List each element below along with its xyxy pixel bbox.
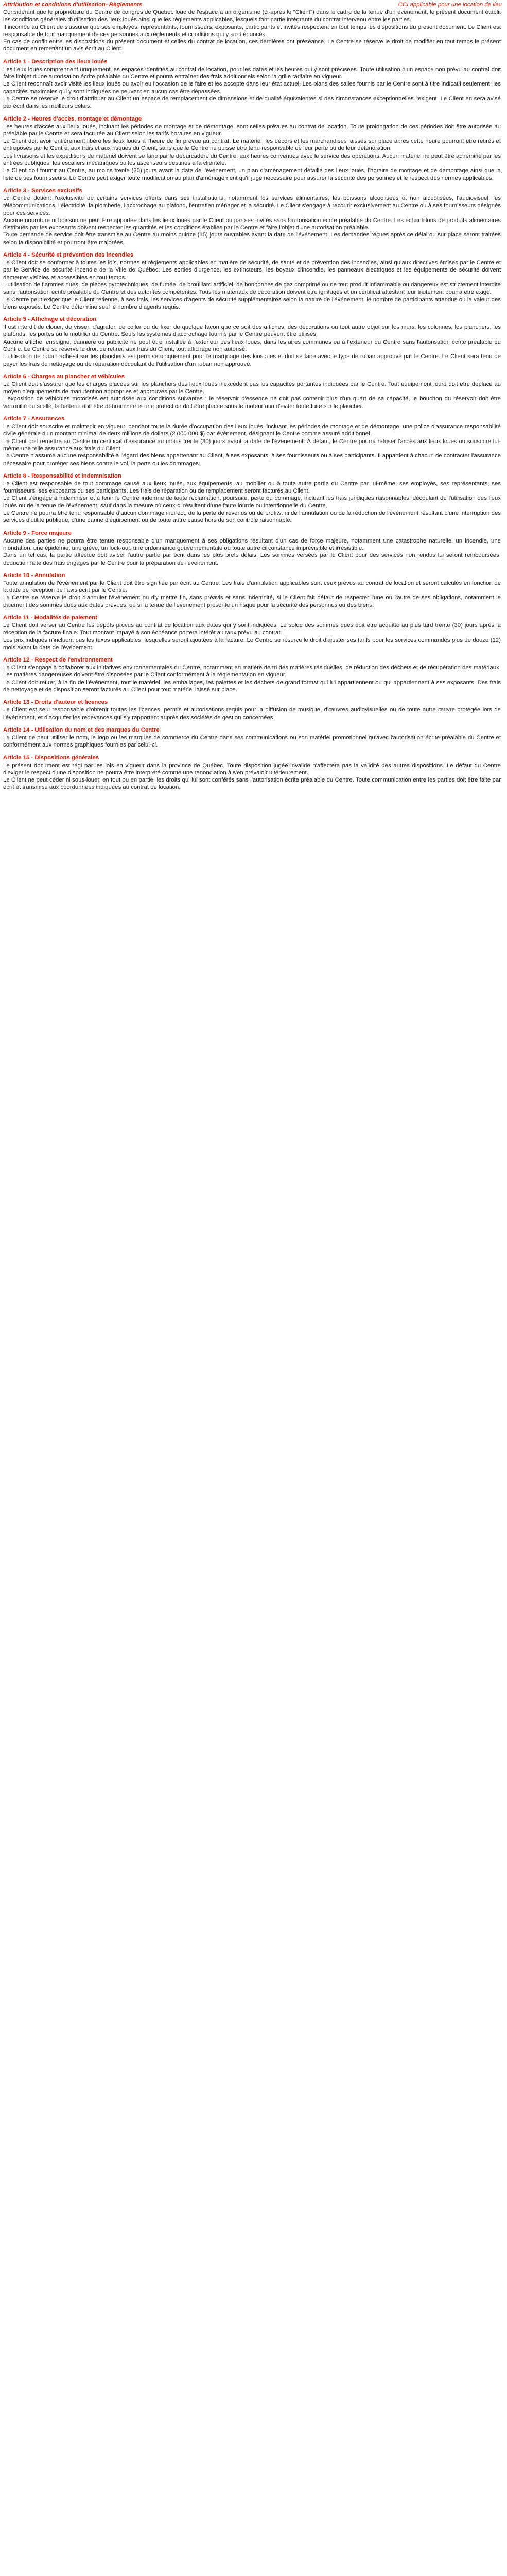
section-paragraph: Aucune nourriture ni boisson ne peut être apportée dans les lieux loués par le Client ou par ses invités sans l'autorisation écrite préalable du Centre. Les échantillons de produits alimentaires distribués par les exposants doivent respecter les quantités et les conditions établies par le Centre et faire l'objet d'une autorisation préalable. [3,217,501,231]
section-title: Article 13 - Droits d'auteur et licences [3,699,108,706]
section-paragraph: Le Client reconnaît avoir visité les lieux loués ou avoir eu l'occasion de le faire et les accepte dans leur état actuel. Les plans des salles fournis par le Centre sont à titre indicatif seulement; les capacités maximales qui y sont indiquées ne peuvent en aucun cas être dépassées. [3,81,501,95]
section-title: Article 5 - Affichage et décoration [3,316,97,323]
document-title: Attribution et conditions d'utilisation- Règlements [3,2,143,8]
section-paragraph: Le Client s'engage à collaborer aux initiatives environnementales du Centre, notamment en matière de tri des matières résiduelles, de réduction des déchets et de récupération des matériaux. Les matières dangereuses doivent être disposées par le Client conformément à la réglementation en vigueur. [3,665,501,679]
intro-paragraph: Il incombe au Client de s'assurer que ses employés, représentants, fournisseurs, exposants, participants et invités respectent en tout temps les dispositions du présent document. Le Client est responsable de tout manquement de ces personnes aux règlements et conditions qui y sont énoncés. [3,24,501,38]
section-paragraph: Dans un tel cas, la partie affectée doit aviser l'autre partie par écrit dans les plus brefs délais. Les sommes versées par le Client pour des services non rendus lui seront remboursées, déduction faite des frais engagés par le Centre pour la préparation de l'événement. [3,552,501,566]
document-body [0,9,507,791]
section-title: Article 6 - Charges au plancher et véhicules [3,373,125,380]
section-paragraph: Toute demande de service doit être transmise au Centre au moins quinze (15) jours ouvrables avant la date de l'événement. Les demandes reçues après ce délai ou sur place seront traitées selon la disponibilité et pourront être majorées. [3,232,501,246]
section-paragraph: Le Client ne peut utiliser le nom, le logo ou les marques de commerce du Centre dans ses communications ou son matériel promotionnel qu'avec l'autorisation écrite préalable du Centre et conformément aux normes graphiques fournies par celui-ci. [3,734,501,749]
section-title: Article 8 - Responsabilité et indemnisation [3,472,121,479]
section-paragraph: Le Centre n'assume aucune responsabilité à l'égard des biens appartenant au Client, à ses exposants, à ses fournisseurs ou à ses participants. Il appartient à chacun de contracter l'assurance nécessaire pour protéger ses biens contre le vol, la perte ou les dommages. [3,453,501,467]
section-title: Article 7 - Assurances [3,416,65,422]
section-paragraph: Le Client doit souscrire et maintenir en vigueur, pendant toute la durée d'occupation des lieux loués, incluant les périodes de montage et de démontage, une police d'assurance responsabilité civile générale d'un montant minimal de deux millions de dollars (2 000 000 $) par événement, désignant le Centre comme assuré additionnel. [3,423,501,437]
section-paragraph: Le Client s'engage à indemniser et à tenir le Centre indemne de toute réclamation, poursuite, perte ou dommage, incluant les frais juridiques raisonnables, découlant de l'utilisation des lieux loués ou de la tenue de l'événement, sauf dans la mesure où ceux-ci résultent d'une faute lourde ou intentionnelle du Centre. [3,495,501,509]
section-paragraph: Le Centre se réserve le droit d'annuler l'événement ou d'y mettre fin, sans préavis et sans indemnité, si le Client fait défaut de respecter l'une ou l'autre de ses obligations, notamment le paiement des sommes dues aux dates prévues, ou si la tenue de l'événement présente un risque pour la sécurité des personnes ou des biens. [3,595,501,608]
section-paragraph: Aucune affiche, enseigne, bannière ou publicité ne peut être installée à l'extérieur des lieux loués, dans les aires communes ou à l'extérieur du Centre sans l'autorisation écrite préalable du Centre. Le Centre se réserve le droit de retirer, aux frais du Client, tout affichage non autorisé. [3,338,501,352]
section-12 [3,655,501,693]
section-paragraph: Aucune des parties ne pourra être tenue responsable d'un manquement à ses obligations résultant d'un cas de force majeure, notamment une catastrophe naturelle, un incendie, une inondation, une épidémie, une grève, un lock-out, une ordonnance gouvernementale ou toute autre circonstance imprévisible et irrésistible. [3,537,501,551]
section-paragraph: Les livraisons et les expéditions de matériel doivent se faire par le débarcadère du Centre, aux heures convenues avec le service des opérations. Aucun matériel ne peut être acheminé par les entrées publiques, les escaliers mécaniques ou les ascenseurs destinés à la clientèle. [3,152,501,167]
section-title: Article 4 - Sécurité et prévention des incendies [3,252,134,259]
section-title: Article 9 - Force majeure [3,530,72,536]
section-10 [3,571,501,609]
section-paragraph: Le Client doit s'assurer que les charges placées sur les planchers des lieux loués n'excèdent pas les capacités portantes indiquées par le Centre. Tout équipement lourd doit être déplacé au moyen d'équipements de manutention appropriés et approuvés par le Centre. [3,381,501,395]
section-14 [3,725,501,749]
section-paragraph: Le Client doit remettre au Centre un certificat d'assurance au moins trente (30) jours avant la date de l'événement. À défaut, le Centre pourra refuser l'accès aux lieux loués ou souscrire lui-même une telle assurance aux frais du Client. [3,438,501,452]
section-paragraph: Le Centre peut exiger que le Client retienne, à ses frais, les services d'agents de sécurité supplémentaires selon la nature de l'événement, le nombre de participants attendus ou la valeur des biens exposés. Le Centre détermine seul le nombre d'agents requis. [3,296,501,310]
intro-paragraph: En cas de conflit entre les dispositions du présent document et celles du contrat de location, ces dernières ont préséance. Le Centre se réserve le droit de modifier en tout temps le présent document en remettant un avis écrit au Client. [3,39,501,53]
section-title: Article 15 - Dispositions générales [3,754,99,761]
intro-block [3,9,501,53]
section-paragraph: Le Centre détient l'exclusivité de certains services offerts dans ses installations, notamment les services alimentaires, les boissons alcoolisées et non alcoolisées, l'audiovisuel, les télécommunications, l'électricité, la plomberie, l'accrochage au plafond, l'entretien ménager et la sécurité. Le Client s'engage à recourir exclusivement au Centre ou à ses fournisseurs désignés pour ces services. [3,195,501,216]
section-title: Article 2 - Heures d'accès, montage et démontage [3,115,142,122]
intro-paragraph: Considérant que le propriétaire du Centre de congrès de Quebec loue de l'espace à un organisme (ci-après le "Client") dans le cadre de la tenue d'un événement, le présent document établit les conditions générales d'utilisation des lieux loués ainsi que les règlements applicables, lesquels font partie intégrante du contrat intervenu entre les parties. [3,9,501,23]
section-paragraph: Le Client doit avoir entièrement libéré les lieux loués à l'heure de fin prévue au contrat. Le matériel, les décors et les marchandises laissés sur place après cette heure pourront être retirés et entreposés par le Centre, aux frais et aux risques du Client, sans que le Centre ne puisse être tenu responsable de leur perte ou de leur détérioration. [3,138,501,152]
section-8 [3,471,501,524]
section-paragraph: Le Client doit retirer, à la fin de l'événement, tout le matériel, les emballages, les palettes et les déchets de grand format qui lui appartiennent ou qui appartiennent à ses exposants. Des frais de nettoyage et de disposition seront facturés au Client pour tout matériel laissé sur place. [3,679,501,693]
section-title: Article 3 - Services exclusifs [3,187,82,194]
section-paragraph: Les heures d'accès aux lieux loués, incluant les périodes de montage et de démontage, sont celles prévues au contrat de location. Toute prolongation de ces périodes doit être autorisée au préalable par le Centre et sera facturée au Client selon les tarifs horaires en vigueur. [3,123,501,137]
section-4 [3,250,501,311]
section-1 [3,57,501,110]
section-paragraph: Le Client est seul responsable d'obtenir toutes les licences, permis et autorisations requis pour la diffusion de musique, d'œuvres audiovisuelles ou de toute autre œuvre protégée lors de l'événement, et d'acquitter les redevances qui s'y rapportent auprès des sociétés de gestion concernées. [3,707,501,721]
section-title: Article 11 - Modalités de paiement [3,615,97,621]
section-paragraph: Le présent document est régi par les lois en vigueur dans la province de Québec. Toute disposition jugée invalide n'affectera pas la validité des autres dispositions. Le défaut du Centre d'exiger le respect d'une disposition ne pourra être interprété comme une renonciation à s'en prévaloir ultérieurement. [3,762,501,776]
section-paragraph: L'exposition de véhicules motorisés est autorisée aux conditions suivantes : le réservoir d'essence ne doit pas contenir plus d'un quart de sa capacité, le bouchon du réservoir doit être verrouillé ou scellé, la batterie doit être débranchée et une protection doit être placée sous le moteur afin d'éviter toute fuite sur le plancher. [3,396,501,410]
section-2 [3,114,501,182]
section-paragraph: Le Client est responsable de tout dommage causé aux lieux loués, aux équipements, au mobilier ou à toute autre partie du Centre par lui-même, ses employés, ses représentants, ses fournisseurs, ses exposants ou ses participants. Les frais de réparation ou de remplacement seront facturés au Client. [3,480,501,495]
section-paragraph: Le Client ne peut céder ni sous-louer, en tout ou en partie, les droits qui lui sont conférés sans l'autorisation écrite préalable du Centre. Toute communication entre les parties doit être faite par écrit et transmise aux coordonnées indiquées au contrat de location. [3,777,501,791]
section-paragraph: Le Client doit se conformer à toutes les lois, normes et règlements applicables en matière de sécurité, de santé et de prévention des incendies, ainsi qu'aux directives émises par le Centre et par le Service de sécurité incendie de la Ville de Québec. Les sorties d'urgence, les extincteurs, les boyaux d'incendie, les panneaux électriques et les équipements de sécurité doivent demeurer visibles et accessibles en tout temps. [3,260,501,281]
document-applies-note: CCI applicable pour une location de lieu [398,2,502,8]
section-title: Article 1 - Description des lieux loués [3,58,108,65]
section-paragraph: Toute annulation de l'événement par le Client doit être signifiée par écrit au Centre. Les frais d'annulation applicables sont ceux prévus au contrat de location et seront calculés en fonction de la date de réception de l'avis écrit par le Centre. [3,580,501,594]
section-5 [3,315,501,368]
section-paragraph: Il est interdit de clouer, de visser, d'agrafer, de coller ou de fixer de quelque façon que ce soit des affiches, des décorations ou tout autre objet sur les murs, les colonnes, les planchers, les plafonds, les portes ou le mobilier du Centre. Seuls les systèmes d'accrochage fournis par le Centre peuvent être utilisés. [3,324,501,338]
section-paragraph: Les lieux loués comprennent uniquement les espaces identifiés au contrat de location, pour les dates et les heures qui y sont précisées. Toute utilisation d'un espace non prévu au contrat doit faire l'objet d'une autorisation écrite préalable du Centre et pourra entraîner des frais additionnels selon la grille tarifaire en vigueur. [3,66,501,80]
section-paragraph: Le Client doit fournir au Centre, au moins trente (30) jours avant la date de l'événement, un plan d'aménagement détaillé des lieux loués, l'horaire de montage et de démontage ainsi que la liste de ses fournisseurs. Le Centre peut exiger toute modification au plan d'aménagement qu'il juge nécessaire pour assurer la sécurité des personnes et le respect des normes applicables. [3,167,501,181]
section-paragraph: L'utilisation de flammes nues, de pièces pyrotechniques, de fumée, de brouillard artificiel, de bonbonnes de gaz comprimé ou de tout produit inflammable ou dangereux est strictement interdite sans l'autorisation écrite préalable du Centre et des autorités compétentes. Tous les matériaux de décoration doivent être ignifugés et un certificat attestant leur traitement pourra être exigé. [3,281,501,296]
section-13 [3,698,501,721]
section-paragraph: L'utilisation de ruban adhésif sur les planchers est permise uniquement pour le marquage des kiosques et doit se faire avec le type de ruban approuvé par le Centre. Le Client sera tenu de payer les frais de nettoyage ou de réparation découlant de l'utilisation d'un ruban non approuvé. [3,353,501,367]
section-title: Article 12 - Respect de l'environnement [3,657,113,664]
section-7 [3,414,501,467]
section-paragraph: Les prix indiqués n'incluent pas les taxes applicables, lesquelles seront ajoutées à la facture. Le Centre se réserve le droit d'ajuster ses tarifs pour les services commandés plus de douze (12) mois avant la date de l'événement. [3,637,501,651]
section-3 [3,186,501,246]
section-title: Article 10 - Annulation [3,572,65,579]
section-11 [3,613,501,651]
section-paragraph: Le Centre ne pourra être tenu responsable d'aucun dommage indirect, de la perte de revenus ou de profits, ni de l'annulation ou de la réduction de l'événement résultant d'une interruption des services d'utilité publique, d'une panne d'équipement ou de toute autre cause hors de son contrôle raisonnable. [3,510,501,524]
document-header [0,0,507,9]
section-9 [3,529,501,567]
section-title: Article 14 - Utilisation du nom et des marques du Centre [3,726,160,733]
section-paragraph: Le Centre se réserve le droit d'attribuer au Client un espace de remplacement de dimensions et de qualité équivalentes si des circonstances exceptionnelles l'exigent. Le Client en sera avisé par écrit dans les meilleurs délais. [3,95,501,110]
section-paragraph: Le Client doit verser au Centre les dépôts prévus au contrat de location aux dates qui y sont indiquées. Le solde des sommes dues doit être acquitté au plus tard trente (30) jours après la réception de la facture finale. Tout montant impayé à son échéance portera intérêt au taux prévu au contrat. [3,622,501,636]
section-15 [3,753,501,791]
section-6 [3,372,501,410]
